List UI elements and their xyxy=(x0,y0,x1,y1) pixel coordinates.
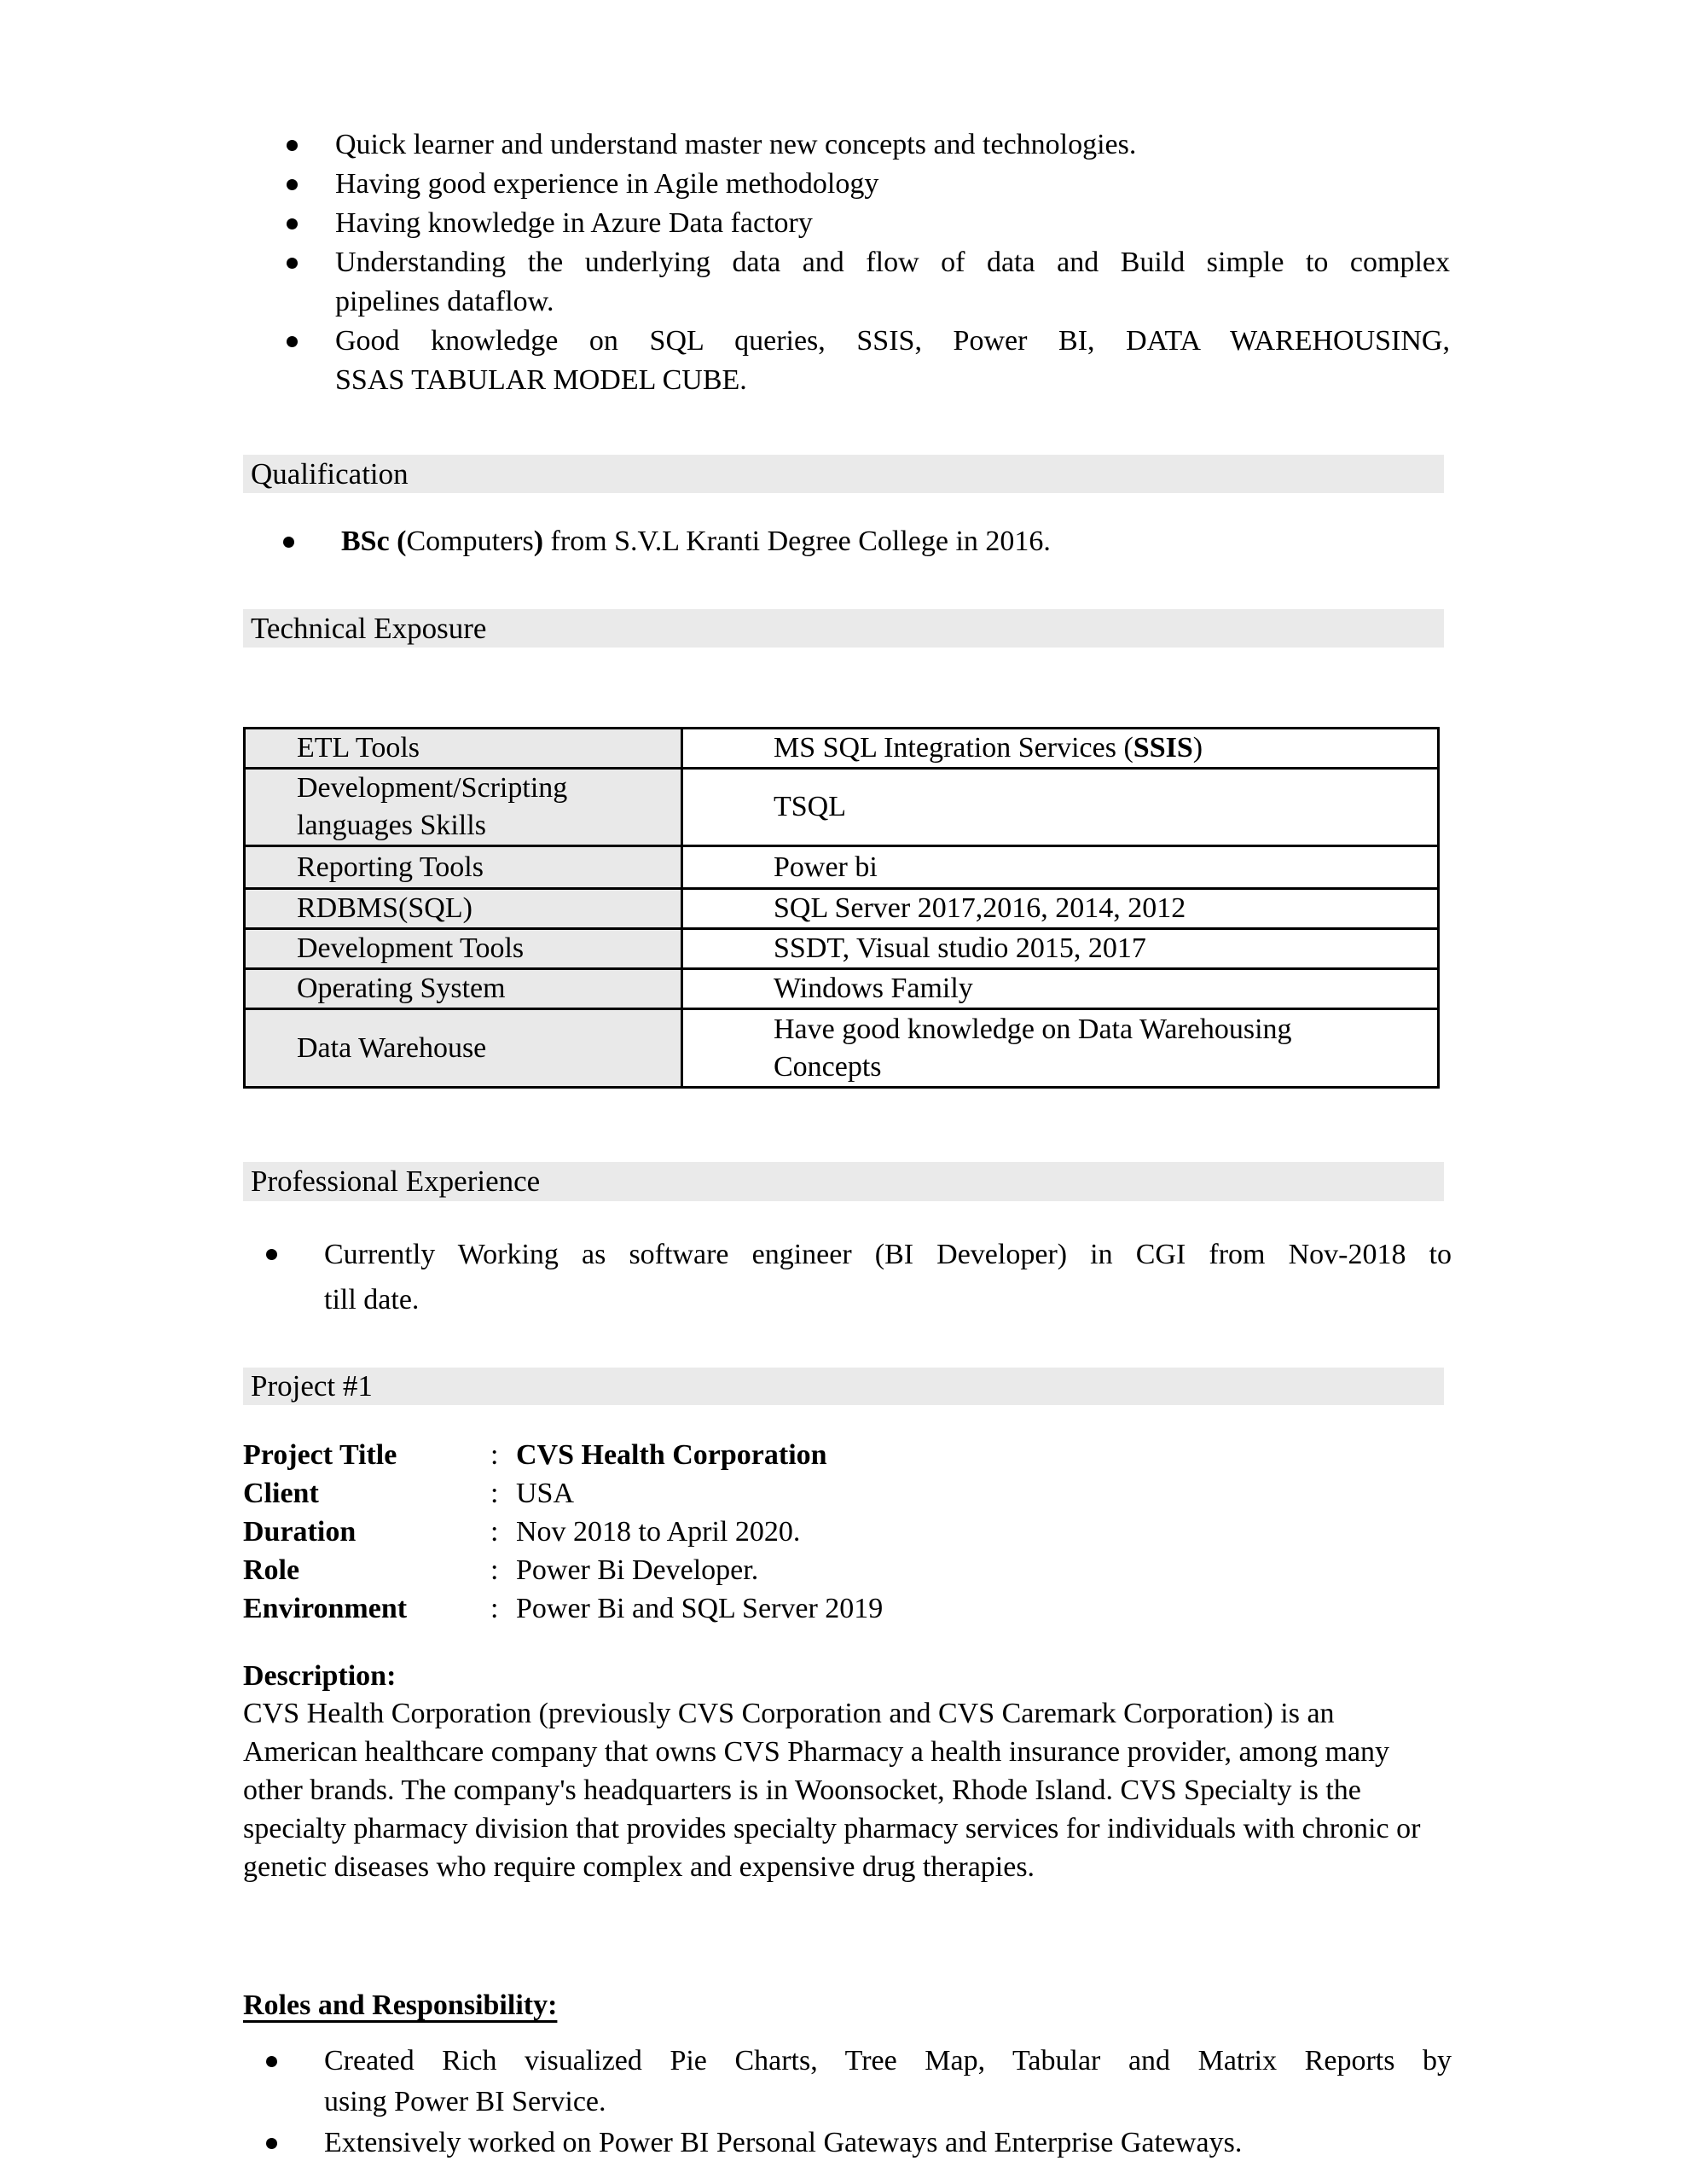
description-paragraph: CVS Health Corporation (previously CVS Corporation and CVS Caremark Corporation) is an American healthcare company that owns CVS Pharmacy a health insurance provider, among many other brands. The company's headquarters is in Woonsocket, Rhode Island. CVS Specialty is the specialty pharmacy division that provides specialty pharmacy services for individuals with chronic or genetic diseases who require complex and expensive drug therapies. xyxy=(243,1698,1421,1883)
table-row xyxy=(245,969,1439,1009)
bullet-icon xyxy=(287,140,298,151)
technical-exposure-table xyxy=(243,727,1440,1089)
detail-label: Project Title xyxy=(243,1439,397,1471)
bullet-text xyxy=(335,322,1450,400)
bullet-text xyxy=(335,243,1450,322)
table-value-cell: Power bi xyxy=(682,846,1439,889)
table-label-cell: Data Warehouse xyxy=(245,1009,682,1088)
bullet-column xyxy=(266,1232,324,1322)
table-row xyxy=(245,929,1439,969)
table-label-cell: Reporting Tools xyxy=(245,846,682,889)
table-value-cell xyxy=(682,729,1439,769)
bullet-text: Extensively worked on Power BI Personal Gateways and Enterprise Gateways. xyxy=(324,2127,1243,2158)
qualification-bullet-list xyxy=(283,522,1452,561)
bullet-column xyxy=(287,165,335,204)
experience-bullet-list xyxy=(266,1232,1452,1322)
detail-value: Power Bi and SQL Server 2019 xyxy=(516,1593,884,1624)
project-details xyxy=(243,1436,1446,1628)
summary-bullet-list xyxy=(287,125,1450,400)
bullet-icon xyxy=(287,336,298,347)
bullet-column xyxy=(283,522,341,561)
qualification-bullet-item xyxy=(283,522,1452,561)
project-detail-row xyxy=(243,1551,1446,1589)
table-value-cell: TSQL xyxy=(682,769,1439,846)
section-header-professional-experience xyxy=(243,1162,1444,1201)
bullet-column xyxy=(266,2041,324,2123)
summary-bullet-item xyxy=(287,125,1450,165)
description-section xyxy=(243,1658,1433,1886)
table-row xyxy=(245,769,1439,846)
bullet-column xyxy=(287,322,335,400)
table-label-cell: Development/Scripting languages Skills xyxy=(245,769,682,846)
roles-heading: Roles and Responsibility: xyxy=(243,1989,558,2021)
summary-bullet-item xyxy=(287,243,1450,322)
detail-value: CVS Health Corporation xyxy=(516,1439,827,1471)
table-label-cell: Development Tools xyxy=(245,929,682,969)
section-header-qualification xyxy=(243,455,1444,493)
table-value-cell: SQL Server 2017,2016, 2014, 2012 xyxy=(682,889,1439,929)
project-detail-row xyxy=(243,1513,1446,1551)
bullet-column xyxy=(287,204,335,243)
bullet-column xyxy=(287,243,335,322)
bullet-icon xyxy=(287,218,298,229)
detail-colon: : xyxy=(490,1593,499,1624)
section-title: Technical Exposure xyxy=(251,611,487,645)
table-label-cell: ETL Tools xyxy=(245,729,682,769)
bullet-line: till date. xyxy=(324,1284,420,1316)
value-text-bold: SSIS xyxy=(1133,732,1193,764)
section-title: Qualification xyxy=(251,456,409,491)
bullet-text xyxy=(324,2041,1452,2123)
table-value-cell: SSDT, Visual studio 2015, 2017 xyxy=(682,929,1439,969)
bullet-icon xyxy=(266,2138,277,2149)
table-row xyxy=(245,846,1439,889)
bullet-text: Having knowledge in Azure Data factory xyxy=(335,207,813,239)
section-title: Project #1 xyxy=(251,1369,373,1403)
table-row xyxy=(245,889,1439,929)
table-value-cell: Have good knowledge on Data Warehousing Concepts xyxy=(682,1009,1439,1088)
roles-bullet-list xyxy=(266,2041,1452,2164)
summary-bullet-item xyxy=(287,204,1450,243)
bullet-column xyxy=(287,125,335,165)
section-header-project1 xyxy=(243,1368,1444,1405)
detail-colon: : xyxy=(490,1439,499,1471)
table-label-cell: Operating System xyxy=(245,969,682,1009)
bullet-icon xyxy=(287,179,298,190)
bullet-text xyxy=(341,522,1452,561)
detail-value: Nov 2018 to April 2020. xyxy=(516,1516,801,1548)
degree-name: BSc ( xyxy=(341,526,407,557)
table-row xyxy=(245,729,1439,769)
detail-label: Duration xyxy=(243,1516,357,1548)
degree-paren: ) xyxy=(533,526,544,557)
table-value-cell: Windows Family xyxy=(682,969,1439,1009)
experience-bullet-item xyxy=(266,1232,1452,1322)
bullet-line: pipelines dataflow. xyxy=(335,286,554,317)
detail-colon: : xyxy=(490,1478,499,1509)
bullet-icon xyxy=(266,1249,277,1260)
project-detail-row xyxy=(243,1436,1446,1474)
table-row xyxy=(245,1009,1439,1088)
bullet-line: Understanding the underlying data and flow of data and Build simple to complex xyxy=(335,247,1450,278)
bullet-icon xyxy=(287,258,298,269)
bullet-line: using Power BI Service. xyxy=(324,2086,606,2117)
section-header-technical-exposure xyxy=(243,609,1444,648)
value-text: MS SQL Integration Services ( xyxy=(774,732,1133,764)
section-title: Professional Experience xyxy=(251,1165,541,1198)
detail-label: Client xyxy=(243,1478,319,1509)
value-text: ) xyxy=(1192,732,1203,764)
detail-label: Role xyxy=(243,1554,300,1586)
bullet-text: Having good experience in Agile methodology xyxy=(335,168,879,200)
roles-bullet-item xyxy=(266,2041,1452,2123)
description-heading: Description: xyxy=(243,1660,397,1692)
project-detail-row xyxy=(243,1589,1446,1628)
bullet-column xyxy=(266,2123,324,2164)
table-label-cell: RDBMS(SQL) xyxy=(245,889,682,929)
project-detail-row xyxy=(243,1474,1446,1513)
summary-bullet-item xyxy=(287,322,1450,400)
bullet-line: Created Rich visualized Pie Charts, Tree Map, Tabular and Matrix Reports by xyxy=(324,2045,1452,2077)
bullet-line: Good knowledge on SQL queries, SSIS, Power BI, DATA WAREHOUSING, xyxy=(335,325,1450,357)
roles-bullet-item xyxy=(266,2123,1452,2164)
bullet-line: Currently Working as software engineer (BI Developer) in CGI from Nov-2018 to xyxy=(324,1239,1452,1270)
bullet-line: SSAS TABULAR MODEL CUBE. xyxy=(335,364,747,396)
detail-colon: : xyxy=(490,1554,499,1586)
detail-value: Power Bi Developer. xyxy=(516,1554,759,1586)
summary-bullet-item xyxy=(287,165,1450,204)
degree-college: from S.V.L Kranti Degree College in 2016. xyxy=(543,526,1051,557)
degree-major: Computers xyxy=(406,526,534,557)
bullet-icon xyxy=(266,2056,277,2067)
detail-colon: : xyxy=(490,1516,499,1548)
bullet-icon xyxy=(283,537,294,548)
detail-value: USA xyxy=(516,1478,575,1509)
bullet-text: Quick learner and understand master new concepts and technologies. xyxy=(335,129,1137,160)
detail-label: Environment xyxy=(243,1593,408,1624)
bullet-text xyxy=(324,1232,1452,1322)
